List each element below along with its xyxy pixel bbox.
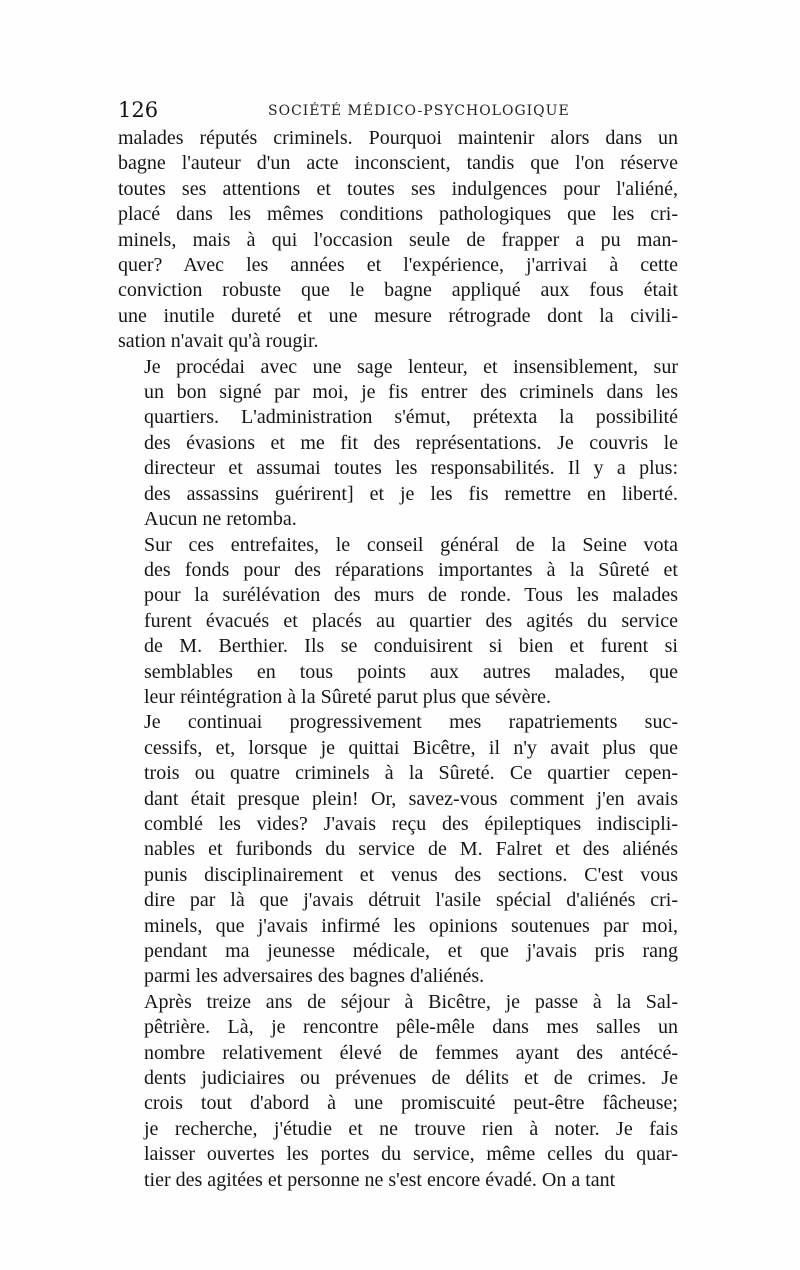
text-line: des fonds pour des réparations importantes à la Sûreté et [144, 558, 678, 581]
paragraph [118, 355, 678, 533]
text-line: de M. Berthier. Ils se conduisirent si bien et furent si [144, 635, 678, 658]
body-text [118, 126, 678, 1193]
text-line: pour la surélévation des murs de ronde. Tous les malades [144, 584, 678, 607]
paragraph [118, 533, 678, 711]
text-line: Aucun ne retomba. [144, 508, 297, 531]
text-line: comblé les vides? J'avais reçu des épileptiques indiscipli- [144, 812, 678, 835]
paragraph [118, 126, 678, 355]
text-line: directeur et assumai toutes les responsabilités. Il y a plus: [144, 457, 678, 480]
text-line: bagne l'auteur d'un acte inconscient, tandis que l'on réserve [118, 152, 678, 175]
text-line: crois tout d'abord à une promiscuité peut-être fâcheuse; [144, 1092, 678, 1115]
text-line: des assassins guérirent] et je les fis remettre en liberté. [144, 482, 678, 505]
text-line: sation n'avait qu'à rougir. [118, 330, 319, 353]
text-line: minels, que j'avais infirmé les opinions soutenues par moi, [144, 914, 678, 937]
text-line: dire par là que j'avais détruit l'asile spécial d'aliénés cri- [144, 889, 678, 912]
text-line: furent évacués et placés au quartier des agités du service [144, 609, 678, 632]
text-line: Après treize ans de séjour à Bicêtre, je passe à la Sal- [144, 990, 678, 1013]
text-line: des évasions et me fit des représentations. Je couvris le [144, 431, 678, 454]
text-line: toutes ses attentions et toutes ses indulgences pour l'aliéné, [118, 177, 678, 200]
text-line: semblables en tous points aux autres malades, que [144, 660, 678, 683]
text-line: je recherche, j'étudie et ne trouve rien à noter. Je fais [144, 1117, 678, 1140]
text-line: Je procédai avec une sage lenteur, et insensiblement, sur [144, 355, 678, 378]
text-line: placé dans les mêmes conditions pathologiques que les cri- [118, 203, 678, 226]
text-line: punis disciplinairement et venus des sections. C'est vous [144, 863, 678, 886]
text-line: pendant ma jeunesse médicale, et que j'avais pris rang [144, 940, 678, 962]
text-line: nombre relativement élevé de femmes ayant des antécé- [144, 1041, 678, 1064]
text-line: nables et furibonds du service de M. Falret et des aliénés [144, 838, 678, 861]
text-line: une inutile dureté et une mesure rétrograde dont la civili- [118, 304, 678, 327]
text-line: trois ou quatre criminels à la Sûreté. Ce quartier cepen- [144, 762, 678, 785]
text-line: laisser ouvertes les portes du service, même celles du quar- [144, 1143, 678, 1166]
text-line: tier des agitées et personne ne s'est encore évadé. On a tant [144, 1168, 616, 1191]
text-line: quer? Avec les années et l'expérience, j'arrivai à cette [118, 254, 678, 277]
text-line: pêtrière. Là, je rencontre pêle-mêle dans mes salles un [144, 1016, 678, 1039]
text-line: minels, mais à qui l'occasion seule de frapper a pu man- [118, 228, 678, 251]
text-line: dents judiciaires ou prévenues de délits et de crimes. Je [144, 1067, 678, 1090]
text-line: malades réputés criminels. Pourquoi maintenir alors dans un [118, 127, 678, 149]
text-line: un bon signé par moi, je fis entrer des criminels dans les [144, 381, 678, 404]
text-line: Sur ces entrefaites, le conseil général de la Seine vota [144, 533, 678, 556]
text-line: Je continuai progressivement mes rapatriements suc- [144, 711, 678, 734]
paragraph [118, 990, 678, 1193]
text-line: leur réintégration à la Sûreté parut plus que sévère. [144, 685, 552, 708]
text-line: quartiers. L'administration s'émut, prétexta la possibilité [144, 406, 678, 429]
text-line: parmi les adversaires des bagnes d'aliénés. [144, 965, 485, 988]
page-number: 126 [118, 98, 159, 122]
running-title: SOCIÉTÉ MÉDICO-PSYCHOLOGIQUE [268, 103, 570, 119]
text-line: cessifs, et, lorsque je quittai Bicêtre, il n'y avait plus que [144, 736, 678, 759]
text-line: dant était presque plein! Or, savez-vous comment j'en avais [144, 787, 678, 810]
paragraph [118, 710, 678, 989]
page-header [118, 98, 678, 124]
text-line: conviction robuste que le bagne appliqué aux fous était [118, 279, 678, 302]
